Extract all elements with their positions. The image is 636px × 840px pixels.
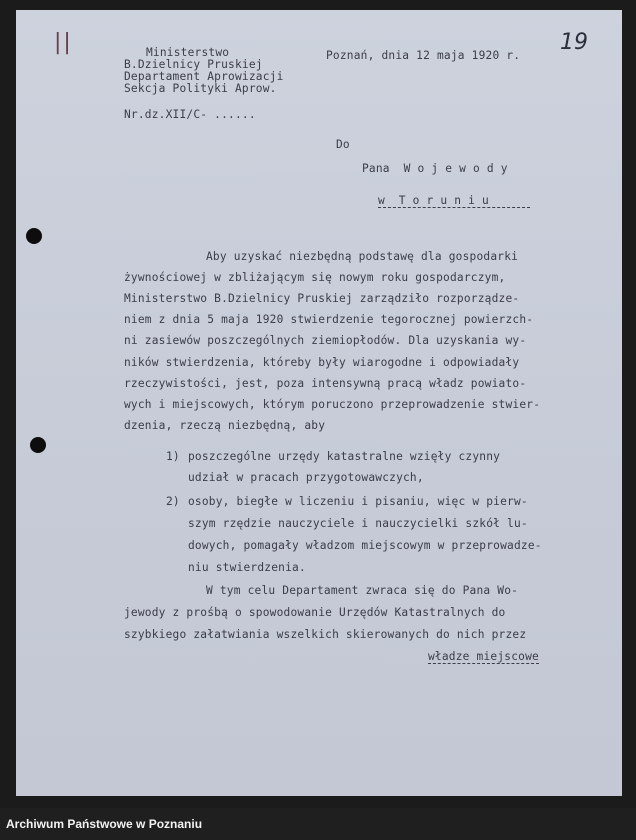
closing-line: jewody z prośbą o spowodowanie Urzędów Katastralnych do: [124, 606, 506, 619]
closing-line: szybkiego załatwiania wszelkich skierowanych do nich przez: [124, 628, 527, 641]
continued-text: władze miejscowe: [428, 650, 539, 663]
sender-line: Sekcja Polityki Aprow.: [124, 82, 277, 95]
body-line: Ministerstwo B.Dzielnicy Pruskiej zarządziło rozporządze-: [124, 292, 520, 305]
item-line: udział w pracach przygotowawczych,: [188, 471, 424, 484]
sender-line: Ministerstwo: [146, 46, 230, 59]
item-line: niu stwierdzenia.: [188, 561, 306, 574]
item-line: szym rzędzie nauczyciele i nauczycielki szkół lu-: [188, 517, 528, 530]
recipient-to: Do: [336, 138, 350, 151]
body-line: Aby uzyskać niezbędną podstawę dla gospodarki: [206, 250, 519, 263]
closing-line: W tym celu Departament zwraca się do Pana Wo-: [206, 584, 519, 597]
body-line: dzenia, rzeczą niezbędną, aby: [124, 419, 326, 432]
margin-mark: ||: [54, 30, 73, 55]
sender-line: Departament Aprowizacji: [124, 70, 284, 83]
punch-hole-top: [26, 228, 42, 244]
recipient-name: Pana W o j e w o d y: [362, 162, 508, 175]
reference-number: Nr.dz.XII/C- ......: [124, 108, 256, 121]
item-line: osoby, biegłe w liczeniu i pisaniu, więc w pierw-: [188, 495, 528, 508]
body-line: ników stwierdzenia, któreby były wiarogodne i odpowiadały: [124, 356, 520, 369]
body-line: rzeczywistości, jest, poza intensywną pracą władz powiato-: [124, 377, 527, 390]
sender-line: B.Dzielnicy Pruskiej: [124, 58, 263, 71]
body-line: żywnościowej w zbliżającym się nowym roku gospodarczym,: [124, 271, 506, 284]
place-date: Poznań, dnia 12 maja 1920 r.: [326, 49, 521, 62]
body-line: wych i miejscowych, którym poruczono przeprowadzenie stwier-: [124, 398, 541, 411]
item-number: 1): [166, 450, 180, 463]
page-number: 19: [560, 30, 588, 55]
body-line: ni zasiewów poszczególnych ziemiopłodów. Dla uzyskania wy-: [124, 334, 527, 347]
body-line: niem z dnia 5 maja 1920 stwierdzenie tegorocznej powierzch-: [124, 313, 534, 326]
archive-footer: Archiwum Państwowe w Poznaniu: [0, 808, 636, 840]
item-line: poszczególne urzędy katastralne wzięły czynny: [188, 450, 501, 463]
recipient-city: w T o r u n i u: [378, 194, 530, 208]
punch-hole-bottom: [30, 437, 46, 453]
item-number: 2): [166, 495, 180, 508]
item-line: dowych, pomagały władzom miejscowym w przeprowadze-: [188, 539, 542, 552]
